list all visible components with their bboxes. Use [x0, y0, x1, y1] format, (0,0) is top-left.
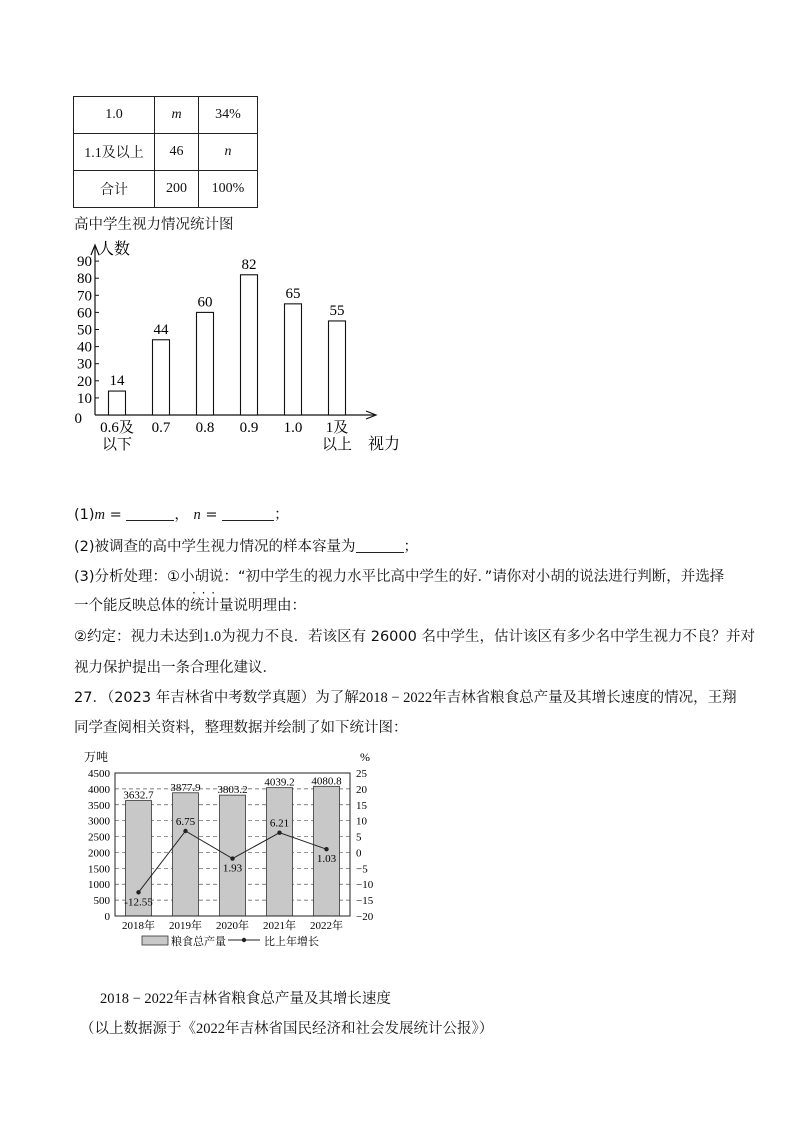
grain-production-chart — [70, 748, 390, 953]
legend-bar-label: 粮食总产量 — [171, 936, 226, 948]
y-tick-label: 60 — [77, 305, 92, 322]
table-cell: 46 — [155, 134, 199, 171]
bar-value-label: 65 — [285, 285, 301, 302]
bar — [220, 795, 246, 916]
y-tick-label: 90 — [77, 254, 92, 271]
y-axis-label: 人数 — [98, 241, 131, 258]
x-tick-label: 1.0 — [283, 420, 303, 436]
right-tick-label: −5 — [356, 863, 368, 876]
growth-value-label: -12.55 — [124, 896, 153, 909]
bar — [329, 321, 346, 415]
right-tick-label: −15 — [356, 895, 374, 908]
bar — [173, 793, 199, 916]
growth-value-label: 6.75 — [175, 815, 196, 828]
left-tick-label: 1500 — [88, 863, 110, 876]
bar — [197, 312, 214, 415]
chart2-caption: 2018 − 2022年吉林省粮食总产量及其增长速度 — [100, 991, 391, 1007]
legend — [142, 934, 319, 948]
right-tick-label: 20 — [356, 783, 367, 796]
right-tick-label: 10 — [356, 815, 367, 828]
table-row — [74, 97, 258, 134]
right-tick-label: −20 — [356, 911, 374, 923]
bar-value-label: 3803.2 — [217, 784, 248, 797]
question-3-line4: 视力保护提出一条合理化建议． — [74, 660, 277, 676]
x-tick-label: 2019年 — [169, 920, 202, 932]
bar — [241, 275, 258, 415]
left-tick-label: 2000 — [88, 847, 110, 860]
y-tick-label: 70 — [77, 288, 92, 305]
bar-value-label: 3877.9 — [170, 781, 201, 794]
left-axis-label: 万吨 — [84, 750, 109, 764]
question-1: (1)m = ， n = ； — [74, 507, 289, 523]
growth-value-label: 1.03 — [316, 853, 337, 866]
left-tick-label: 500 — [93, 895, 110, 908]
table-cell: m — [155, 97, 199, 134]
bar-value-label: 4039.2 — [264, 776, 295, 789]
y-tick-label: 80 — [77, 271, 92, 288]
x-tick-label: 2021年 — [263, 920, 296, 932]
x-tick-label: 2022年 — [310, 920, 343, 932]
x-tick-label: 0.6及以下 — [100, 420, 134, 453]
right-tick-label: 15 — [356, 799, 367, 812]
growth-value-label: 1.93 — [222, 862, 243, 875]
x-tick-label: 1及以上 — [321, 420, 353, 453]
left-tick-label: 0 — [104, 911, 110, 923]
vision-stats-table — [73, 96, 258, 208]
answer-blank — [356, 538, 404, 553]
bar-value-label: 55 — [329, 302, 345, 319]
data-source-note: （以上数据源于《2022年吉林省国民经济和社会发展统计公报》） — [80, 1021, 494, 1037]
y-tick-label: 0 — [74, 411, 82, 427]
right-tick-label: −10 — [356, 879, 374, 892]
table-cell: n — [199, 134, 258, 171]
left-tick-label: 1000 — [88, 879, 110, 892]
table-cell: 200 — [155, 171, 199, 208]
right-tick-label: 5 — [356, 831, 362, 844]
question-3-line3: ②约定：视力未达到1.0为视力不良．若该区有 26000 名中学生，估计该区有多少名中学生视力不良？并对 — [74, 629, 755, 645]
bar — [153, 340, 170, 415]
question-27-line1: 27．（2023 年吉林省中考数学真题）为了解2018 − 2022年吉林省粮食总产量及其增长速度的情况，王翔 — [74, 690, 737, 706]
right-axis-label: % — [360, 750, 370, 764]
table-row — [74, 134, 258, 171]
table-cell: 合计 — [74, 171, 155, 208]
x-tick-label: 2020年 — [216, 920, 249, 932]
table-cell: 100% — [199, 171, 258, 208]
y-tick-label: 40 — [77, 339, 92, 356]
question-2: (2)被调查的高中学生视力情况的样本容量为 ； — [74, 539, 419, 555]
legend-line-marker — [242, 938, 246, 942]
legend-bar-swatch — [142, 936, 168, 945]
x-tick-label: 2018年 — [122, 920, 155, 932]
bar-value-label: 82 — [241, 256, 257, 273]
table-cell: 1.1及以上 — [74, 134, 155, 171]
bar — [285, 304, 302, 415]
growth-point — [324, 847, 328, 851]
answer-blank — [222, 506, 274, 521]
question-27-line2: 同学查阅相关资料，整理数据并绘制了如下统计图： — [74, 720, 408, 736]
y-tick-label: 30 — [77, 356, 92, 373]
y-tick-label: 10 — [77, 390, 92, 407]
table-cell: 1.0 — [74, 97, 155, 134]
bar-value-label: 3632.7 — [123, 789, 154, 802]
growth-point — [136, 890, 140, 894]
bar — [267, 788, 293, 916]
bar-value-label: 44 — [153, 321, 169, 338]
question-3-line1: (3)分析处理：①小胡说：“初中学生的视力水平比高中学生的好．”请你对小胡的说法进行判断，并选择 — [74, 569, 725, 585]
answer-blank — [126, 506, 174, 521]
right-tick-label: 0 — [356, 847, 362, 860]
y-tick-label: 20 — [77, 373, 92, 390]
bar-value-label: 4080.8 — [311, 775, 342, 788]
bar-value-label: 60 — [197, 294, 213, 311]
growth-point — [230, 856, 234, 860]
growth-value-label: 6.21 — [269, 817, 290, 830]
left-tick-label: 2500 — [88, 831, 110, 844]
x-axis-label: 视力 — [368, 436, 401, 453]
x-tick-label: 0.7 — [151, 420, 171, 436]
chart1-title: 高中学生视力情况统计图 — [74, 217, 234, 233]
x-tick-label: 0.9 — [239, 420, 259, 436]
x-tick-label: 0.8 — [195, 420, 215, 436]
question-3-line2: 一个能反映总体的统计量 · · ·说明理由： — [74, 594, 306, 615]
vision-bar-chart — [60, 235, 420, 475]
left-tick-label: 3000 — [88, 815, 110, 828]
left-tick-label: 4000 — [88, 783, 110, 796]
bar — [109, 391, 126, 415]
bar-value-label: 14 — [109, 373, 125, 390]
y-tick-label: 50 — [77, 322, 92, 339]
left-tick-label: 3500 — [88, 799, 110, 812]
right-tick-label: 25 — [356, 768, 367, 780]
legend-line-label: 比上年增长 — [264, 936, 319, 948]
table-row — [74, 171, 258, 208]
left-tick-label: 4500 — [88, 768, 110, 780]
growth-point — [183, 829, 187, 833]
growth-point — [277, 831, 281, 835]
table-cell: 34% — [199, 97, 258, 134]
